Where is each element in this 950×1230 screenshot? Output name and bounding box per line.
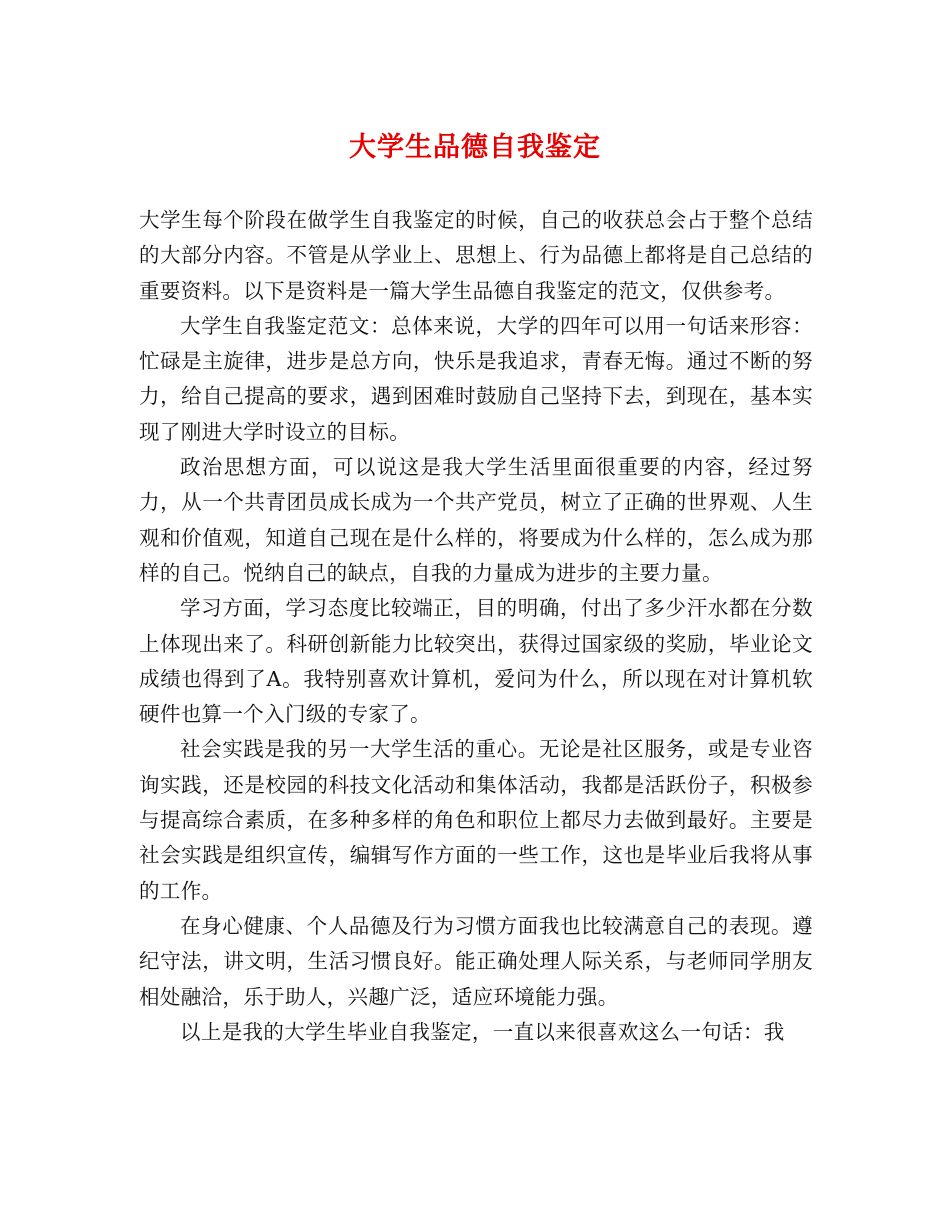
paragraph-social-practice: 社会实践是我的另一大学生活的重心。无论是社区服务，或是专业咨询实践，还是校园的科技文化活动和集体活动，我都是活跃份子，积极参与提高综合素质，在多种多样的角色和职位上都尽力去做到最好。主要是社会实践是组织宣传，编辑写作方面的一些工作，这也是毕业后我将从事的工作。	[139, 737, 813, 903]
paragraph-study: 学习方面，学习态度比较端正，目的明确，付出了多少汗水都在分数上体现出来了。科研创新能力比较突出，获得过国家级的奖励，毕业论文成绩也得到了A。我特别喜欢计算机，爱问为什么，所以现在对计算机软硬件也算一个入门级的专家了。	[139, 596, 813, 727]
document-title: 大学生品德自我鉴定	[349, 132, 601, 163]
paragraph-intro: 大学生每个阶段在做学生自我鉴定的时候，自己的收获总会占于整个总结的大部分内容。不管是从学业上、思想上、行为品德上都将是自己总结的重要资料。以下是资料是一篇大学生品德自我鉴定的范文，仅供参考。	[139, 208, 813, 303]
paragraph-overview: 大学生自我鉴定范文：总体来说，大学的四年可以用一句话来形容：忙碌是主旋律，进步是总方向，快乐是我追求，青春无悔。通过不断的努力，给自己提高的要求，遇到困难时鼓励自己坚持下去，到现在，基本实现了刚进大学时设立的目标。	[139, 313, 813, 444]
paragraph-health-morality: 在身心健康、个人品德及行为习惯方面我也比较满意自己的表现。遵纪守法，讲文明，生活习惯良好。能正确处理人际关系，与老师同学朋友相处融洽，乐于助人，兴趣广泛，适应环境能力强。	[139, 913, 813, 1009]
paragraph-political: 政治思想方面，可以说这是我大学生活里面很重要的内容，经过努力，从一个共青团员成长成为一个共产党员，树立了正确的世界观、人生观和价值观，知道自己现在是什么样的，将要成为什么样的，怎么成为那样的自己。悦纳自己的缺点，自我的力量成为进步的主要力量。	[139, 455, 813, 585]
paragraph-conclusion: 以上是我的大学生毕业自我鉴定，一直以来很喜欢这么一句话：我	[180, 1019, 785, 1044]
document-body	[139, 203, 813, 1050]
